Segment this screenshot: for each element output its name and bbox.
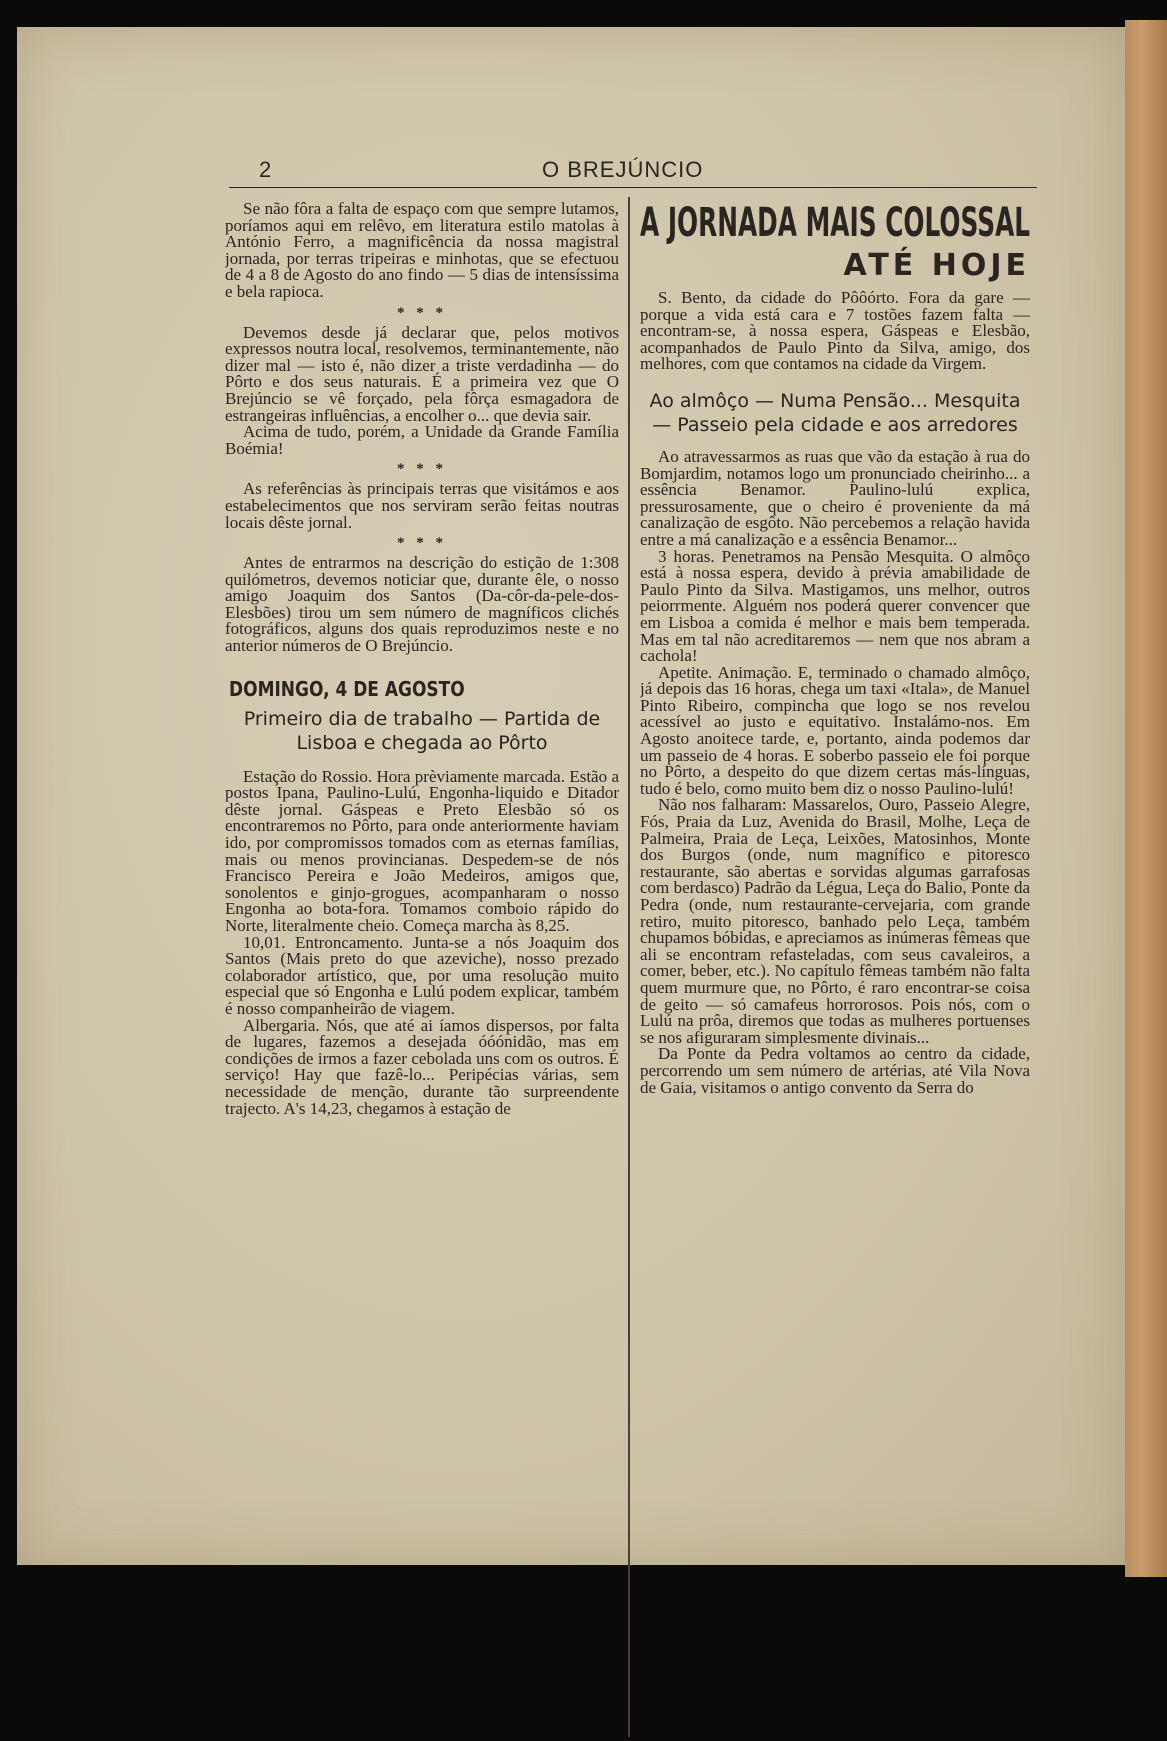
paragraph: Antes de entrarmos na descrição do estição de 1:308 quilómetros, devemos noticiar que, durante êle, o nosso amigo Joaquim dos Santos (Da-côr-da-pele-dos-Elesbões) tirou um sem número de magníficos clichés fotográficos, alguns dos quais reproduzimos neste e no anterior números de O Brejúncio. bbox=[225, 553, 619, 656]
sunday-heading: DOMINGO, 4 DE AGOSTO bbox=[229, 676, 465, 701]
sunday-subheading: Primeiro dia de trabalho — Partida de Lisboa e chegada ao Pôrto bbox=[243, 707, 601, 754]
paragraph: Acima de tudo, porém, a Unidade da Grande Família Boémia! bbox=[225, 422, 619, 458]
section-separator: * * * bbox=[397, 535, 447, 552]
page-header bbox=[229, 157, 1037, 188]
paragraph: Albergaria. Nós, que até ai íamos dispersos, por falta de lugares, fazemos a desejada óóónidão, mas em condições de irmos a fazer cebolada uns com os outros. É serviço! Hay que fazê-lo... Peripécias várias, sem necessidade de menção, durante tão surpreendente trajecto. A's 14,23, chegamos à estação de bbox=[225, 1015, 619, 1118]
left-column bbox=[225, 201, 619, 1741]
paragraph: Da Ponte da Pedra voltamos ao centro da cidade, percorrendo um sem número de artérias, até Vila Nova de Gaia, visitamos o antigo convento da Serra do bbox=[640, 1044, 1030, 1097]
column-divider bbox=[628, 197, 630, 1737]
right-column bbox=[640, 290, 1030, 1740]
masthead: O BREJÚNCIO bbox=[542, 157, 704, 182]
paragraph: 10,01. Entroncamento. Junta-se a nós Joaquim dos Santos (Mais preto do que azeviche), nosso prezado colaborador artístico, que, por uma resolução muito especial que só Engonha e Lulú podem explicar, também é nosso companheirão de viagem. bbox=[225, 932, 619, 1018]
paragraph: Devemos desde já declarar que, pelos motivos expressos noutra local, resolvemos, terminantemente, não dizer mal — isto é, não dizer a triste verdadinha — do Pôrto e dos seus naturais. É a primeira vez que O Brejúncio se vê forçado, pela fôrça esmagadora de estrangeiras influências, a encolher o... que devia sair. bbox=[225, 322, 619, 425]
section-separator: * * * bbox=[397, 304, 447, 321]
article-title-line2: ATÉ HOJE bbox=[843, 248, 1030, 283]
paragraph: As referências às principais terras que visitámos e aos estabelecimentos que nos serviram serão feitas noutras locais dêste jornal. bbox=[225, 479, 619, 532]
paragraph: S. Bento, da cidade do Pôôórto. Fora da gare — porque a vida está cara e 7 tostões fazem falta — encontram-se, à nossa espera, Gáspeas e Elesbão, acompanhados de Paulo Pinto da Silva, amigo, dos melhores, com que contamos na cidade da Virgem. bbox=[640, 290, 1030, 374]
page-number: 2 bbox=[259, 157, 272, 182]
intro-paragraph: Se não fôra a falta de espaço com que sempre lutamos, poríamos aqui em relêvo, em literatura estilo matolas à António Ferro, a magnificência da nossa magistral jornada, por terras tripeiras e minhotas, que se efectuou de 4 a 8 de Agosto do ano findo — 5 dias de intensíssima e bela rapioca. bbox=[225, 201, 619, 301]
paragraph: Apetite. Animação. E, terminado o chamado almôço, já depois das 16 horas, chega um taxi «Itala», de Manuel Pinto Ribeiro, compincha que logo se nos revelou acessível ao justo e equitativo. Instalámo-nos. Em Agosto anoitece tarde, e, portanto, ainda podemos dar um passeio de 4 horas. E soberbo passeio ele foi porque no Pôrto, a despeito do que dizem certas más-línguas, tudo é belo, como muito bem diz o nosso Paulino-lulú! bbox=[640, 662, 1030, 798]
page-edge bbox=[1125, 20, 1167, 1577]
section-separator: * * * bbox=[397, 461, 447, 478]
paragraph: Ao atravessarmos as ruas que vão da estação à rua do Bomjardim, notamos logo um pronunciado cheirinho... a essência Benamor. Paulino-lulú explica, pressurosamente, que o cheiro é proveniente da má canalização de esgôto. Não percebemos a relação havida entre a má canalização e a essência Benamor... bbox=[640, 446, 1030, 549]
paragraph: Não nos falharam: Massarelos, Ouro, Passeio Alegre, Fós, Praia da Luz, Avenida do Brasil, Molhe, Leça de Palmeira, Praia de Leça, Leixões, Matosinhos, Monte dos Burgos (onde, num magnífico e pitoresco restaurante, são abertas e sorvidas algumas garrafosas com berdasco) Padrão da Légua, Leça do Balio, Ponte da Pedra (onde, num restaurante-cervejaria, com grande retiro, muito pitoresco, banhado pelo Leça, também chupamos bóbidas, e apreciamos as inúmeras fêmeas que ali se encontram refasteladas, com seus cavaleiros, a comer, beber, etc.). No capítulo fêmeas também não falta quem murmure que, no Pôrto, é raro encontrar-se coisa de geito — só camafeus horrorosos. Pois nós, com o Lulú na prôa, diremos que todas as mulheres portuenses se nos afiguraram simplesmente divinais... bbox=[640, 795, 1030, 1047]
paragraph: Estação do Rossio. Hora prèviamente marcada. Estão a postos Ipana, Paulino-Lulú, Engonha-liquido e Ditador dêste jornal. Gáspeas e Preto Elesbão só os encontraremos no Pôrto, para onde anteriormente haviam ido, por compromissos tomados com as eternas famílias, mais ou menos provincianas. Despedem-se de nós Francisco Pereira e João Medeiros, amigos que, sonolentos e ginjo-grogues, acompanharam o nosso Engonha ao bota-fora. Tomamos comboio rápido do Norte, literalmente cheio. Começa marcha às 8,25. bbox=[225, 766, 619, 935]
paragraph: 3 horas. Penetramos na Pensão Mesquita. O almôço está à nossa espera, devido à prévia amabilidade de Paulo Pinto da Silva. Mastigamos, uns melhor, outros peiorrmente. Alguém nos poderá querer convencer que em Lisboa a comida é melhor e mais bem temperada. Mas em tal não acreditaremos — nem que nos abram a cachola! bbox=[640, 546, 1030, 666]
article-title: A JORNADA MAIS COLOSSAL bbox=[640, 200, 1031, 246]
lunch-heading: Ao almôço — Numa Pensão... Mesquita — Passeio pela cidade e aos arredores bbox=[649, 389, 1021, 436]
